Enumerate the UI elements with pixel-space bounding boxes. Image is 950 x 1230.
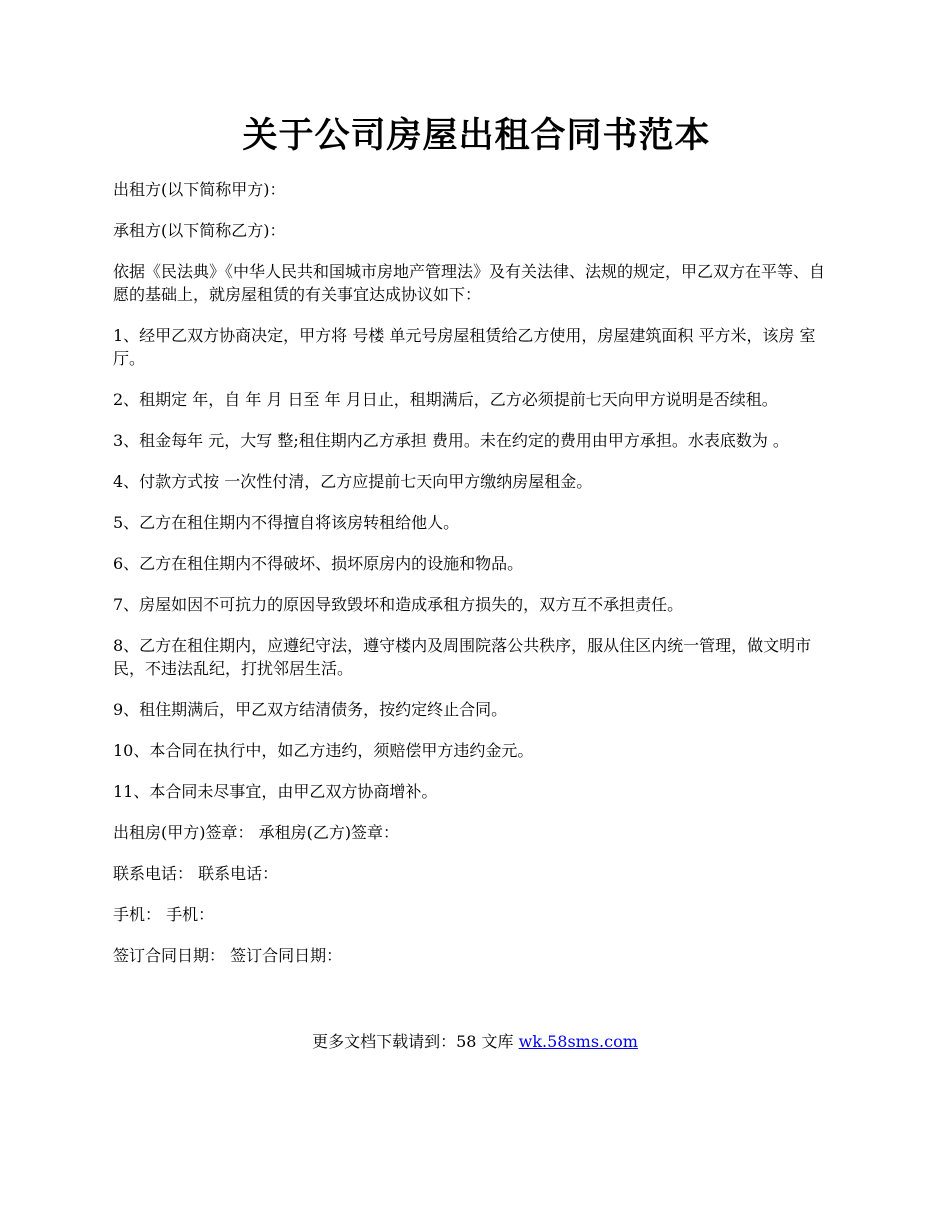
signature-line: 出租房(甲方)签章： 承租房(乙方)签章：	[113, 823, 400, 842]
document-page	[113, 0, 840, 967]
clause-11: 11、本合同未尽事宜，由甲乙双方协商增补。	[113, 782, 438, 801]
clause-10: 10、本合同在执行中，如乙方违约，须赔偿甲方违约金元。	[113, 741, 534, 760]
clause-2: 2、租期定 年，自 年 月 日至 年 月日止，租期满后，乙方必须提前七天向甲方说明是否续租。	[113, 390, 778, 409]
clause-9: 9、租住期满后，甲乙双方结清债务，按约定终止合同。	[113, 700, 508, 719]
party-a-line: 出租方(以下简称甲方)：	[113, 180, 286, 199]
clause-7: 7、房屋如因不可抗力的原因导致毁坏和造成承租方损失的，双方互不承担责任。	[113, 595, 684, 614]
signing-date-line: 签订合同日期： 签订合同日期：	[113, 946, 343, 965]
phone-line: 联系电话： 联系电话：	[113, 864, 279, 883]
clause-3: 3、租金每年 元，大写 整;租住期内乙方承担 费用。未在约定的费用由甲方承担。水表底数为 。	[113, 431, 789, 450]
footer-text: 更多文档下载请到：58 文库	[312, 1032, 519, 1051]
footer-link[interactable]: wk.58sms.com	[518, 1032, 638, 1051]
document-title: 关于公司房屋出租合同书范本	[242, 115, 711, 156]
clause-6: 6、乙方在租住期内不得破坏、损坏原房内的设施和物品。	[113, 554, 524, 573]
clause-8: 8、乙方在租住期内，应遵纪守法，遵守楼内及周围院落公共秩序，服从住区内统一管理，做文明市民，不违法乱纪，打扰邻居生活。	[113, 636, 812, 678]
preamble-paragraph: 依据《民法典》《中华人民共和国城市房地产管理法》及有关法律、法规的规定，甲乙双方在平等、自愿的基础上，就房屋租赁的有关事宜达成协议如下：	[113, 262, 826, 304]
download-footer	[0, 1030, 950, 1053]
party-b-line: 承租方(以下简称乙方)：	[113, 221, 286, 240]
mobile-line: 手机： 手机：	[113, 905, 215, 924]
clause-5: 5、乙方在租住期内不得擅自将该房转租给他人。	[113, 513, 460, 532]
clause-4: 4、付款方式按 一次性付清，乙方应提前七天向甲方缴纳房屋租金。	[113, 472, 593, 491]
clause-1: 1、经甲乙双方协商决定，甲方将 号楼 单元号房屋租赁给乙方使用，房屋建筑面积 平方米，该房 室 厅。	[113, 326, 816, 368]
